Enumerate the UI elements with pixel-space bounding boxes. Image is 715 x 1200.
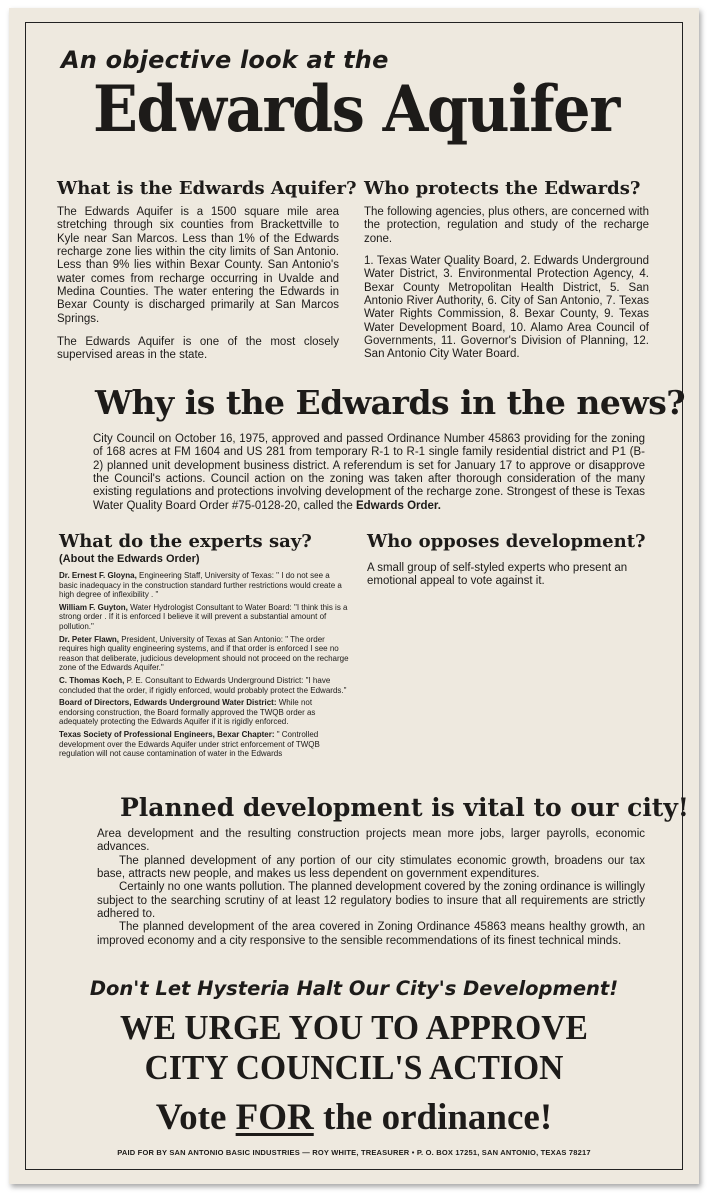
kicker: An objective look at the [61, 46, 389, 74]
expert-text: Water Hydrologist Consultant to Water Board: "I think this is a strong order . If it is enforced I believe it will prevent a substantial amount of pollution." [59, 602, 348, 631]
news-heading: Why is the Edwards in the news? [95, 383, 686, 422]
paid-for-footer: PAID FOR BY SAN ANTONIO BASIC INDUSTRIES — ROY WHITE, TREASURER • P. O. BOX 17251, SAN ANTONIO, TEXAS 78217 [117, 1148, 591, 1157]
expert-name: Board of Directors, Edwards Underground Water District: [59, 698, 277, 708]
expert-text: President, University of Texas at San Antonio: " The order requires high quality engineering systems, and if that order is enforced I see no reason that deliberate, judicious development should not proceed on the recharge zone of the Edwards Aquifer." [59, 634, 349, 673]
experts-heading: What do the experts say? [59, 531, 312, 552]
what-is-paragraph-2: The Edwards Aquifer is one of the most closely supervised areas in the state. [57, 335, 339, 362]
who-protects-heading: Who protects the Edwards? [364, 178, 641, 199]
expert-quote [59, 571, 349, 600]
experts-subheading: (About the Edwards Order) [59, 553, 200, 565]
expert-name: Texas Society of Professional Engineers, Bexar Chapter: [59, 729, 275, 739]
news-body: City Council on October 16, 1975, approved and passed Ordinance Number 45863 providing for the zoning of 168 acres at FM 1604 and US 281 from temporary R-1 to R-1 single family residential district and P1 (B-2) planned unit development business district. A referendum is set for January 17 to approve or disapprove the Council's actions. Council action on the zoning was taken after thorough consideration of the many existing regulations and protections involving development of the recharge zone. Strongest of these is Texas Water Quality Board Order #75-0128-20, called the [93, 433, 645, 512]
vital-heading: Planned development is vital to our city! [120, 793, 689, 822]
experts-quotes [59, 571, 349, 762]
vital-paragraph: Certainly no one wants pollution. The planned development covered by the zoning ordinance is willingly subject to the searching scrutiny of at least 12 regulatory bodies to insure that all requirements are strictly adhered to. [97, 881, 645, 920]
edwards-order-label: Edwards Order. [355, 499, 441, 512]
page-title: Edwards Aquifer [93, 72, 619, 147]
expert-quote [59, 698, 349, 727]
agency-list: 1. Texas Water Quality Board, 2. Edwards Underground Water District, 3. Environmental Protection Agency, 4. Bexar County Metropolitan Health District, 5. San Antonio River Authority, 6. City of San Antonio, 7. Texas Water Rights Commission, 8. Bexar County, 9. Texas Water Development Board, 10. Alamo Area Council of Governments, 11. Governor's Division of Planning, 12. San Antonio City Water Board. [364, 254, 649, 361]
expert-quote [59, 635, 349, 673]
what-is-heading: What is the Edwards Aquifer? [57, 178, 357, 199]
vital-paragraph: The planned development of any portion of our city stimulates economic growth, broadens our tax base, attracts new people, and makes us less dependent on government expenditures. [97, 854, 645, 880]
vital-paragraph: Area development and the resulting construction projects mean more jobs, larger payrolls, economic advances. [97, 828, 645, 854]
who-protects-text [364, 206, 649, 362]
expert-name: William F. Guyton, [59, 602, 128, 612]
what-is-paragraph-1: The Edwards Aquifer is a 1500 square mile area stretching through six counties from Brackettville to Kyle near San Marcos. Less than 1% of the Edwards recharge zone lies within the city limits of San Antonio. Less than 9% lies within Bexar County. San Antonio's water comes from recharge occurring in Uvalde and Medina Counties. The water entering the Edwards in Bexar County is discharged primarily at San Marcos Springs. [57, 206, 339, 325]
news-text [93, 433, 645, 513]
expert-name: C. Thomas Koch, [59, 675, 125, 685]
expert-text: P. E. Consultant to Edwards Underground District: "I have concluded that the order, if rigidly enforced, would probably protect the Edwards." [59, 675, 347, 695]
expert-text: While not endorsing construction, the Board formally approved the TWQB order as adequately protecting the Edwards Aquifer if it is rigidly enforced. [59, 698, 316, 727]
vital-paragraph: The planned development of the area covered in Zoning Ordinance 45863 means healthy growth, an improved economy and a city responsive to the sensible recommendations of its finest technical minds. [97, 921, 645, 947]
vital-text [97, 828, 645, 948]
slogan: Don't Let Hysteria Halt Our City's Development! [89, 977, 619, 1000]
expert-text: Engineering Staff, University of Texas: " I do not see a basic inadequacy in the construction standard further restrictions would create a high degree of inflexibility . " [59, 571, 342, 600]
expert-name: Dr. Ernest F. Gloyna, [59, 571, 137, 580]
opposes-heading: Who opposes development? [367, 531, 646, 552]
vote-pre: Vote [155, 1097, 227, 1138]
expert-quote [59, 730, 349, 759]
vote-line [9, 1099, 699, 1136]
expert-text: " Controlled development over the Edwards Aquifer under strict enforcement of TWQB regulation will not cause contamination of water in the Edwards [59, 729, 320, 759]
expert-name: Dr. Peter Flawn, [59, 634, 120, 644]
expert-quote [59, 603, 349, 632]
newspaper-advertisement [9, 8, 699, 1184]
urge-line-2: CITY COUNCIL'S ACTION [144, 1048, 564, 1087]
vote-post: the ordinance! [323, 1097, 553, 1138]
who-protects-intro: The following agencies, plus others, are concerned with the protection, regulation and study of the recharge zone. [364, 206, 649, 245]
opposes-text: A small group of self-styled experts who present an emotional appeal to vote against it. [367, 562, 628, 588]
what-is-text [57, 206, 339, 363]
urge-line-1: WE URGE YOU TO APPROVE [120, 1008, 588, 1047]
expert-quote [59, 676, 349, 695]
vote-for: FOR [235, 1097, 314, 1138]
